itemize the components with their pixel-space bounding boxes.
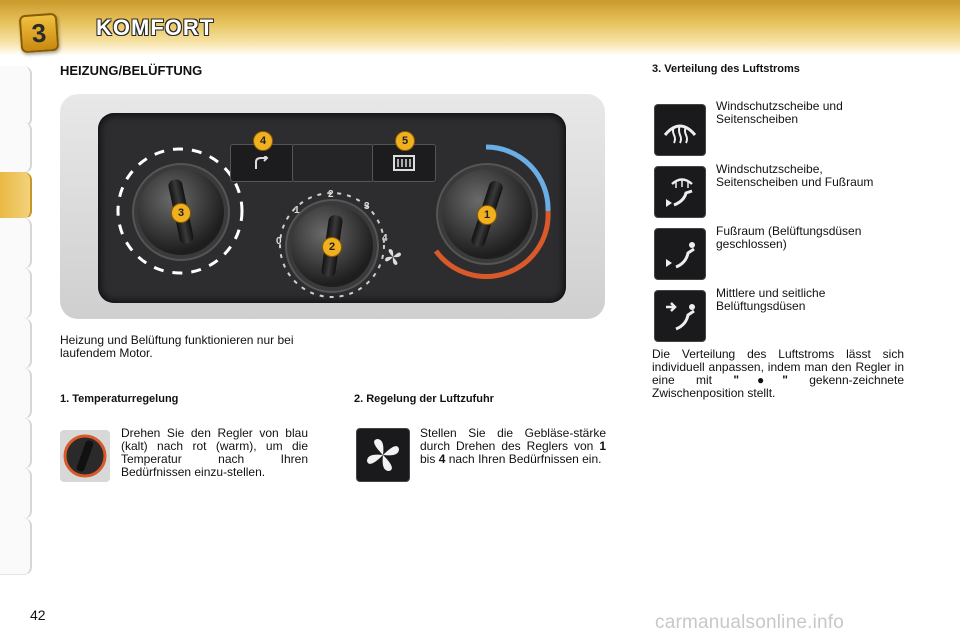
temperature-knob-icon (60, 430, 110, 482)
chapter-tab-2[interactable] (0, 122, 32, 173)
face-vents-icon (662, 299, 698, 333)
distribution-heading: 3. Verteilung des Luftstroms (652, 63, 800, 75)
fan-level-to: 4 (438, 452, 446, 466)
chapter-tab-4[interactable] (0, 218, 32, 269)
chapter-title: KOMFORT (96, 15, 215, 40)
distribution-item-2-text: Windschutzscheibe, Seitenscheiben und Fußraum (716, 162, 874, 189)
air-supply-text-mid: bis (420, 452, 439, 466)
windshield-defrost-icon (662, 115, 698, 145)
marker-2: 2 (322, 237, 342, 257)
temperature-knob[interactable] (442, 169, 532, 259)
marker-1: 1 (477, 205, 497, 225)
temperature-heading: 1. Temperaturregelung (60, 393, 179, 405)
distribution-note-pre: Die Verteilung des Luftstroms lässt sich individuell anpassen, indem man den Regler in eine mit (652, 347, 904, 387)
distribution-knob[interactable] (138, 169, 224, 255)
chapter-tab-9[interactable] (0, 468, 32, 519)
fan-icon (365, 437, 401, 473)
temperature-text: Drehen Sie den Regler von blau (kalt) nach rot (warm), um die Temperatur nach Ihren Bedürfnissen einzu-stellen. (121, 426, 308, 479)
control-panel-face (98, 113, 566, 303)
fan-scale-1: 1 (294, 205, 300, 216)
fan-level-from: 1 (599, 439, 606, 453)
chapter-tab-5[interactable] (0, 268, 32, 319)
intermediate-position-symbol: "●" (733, 373, 788, 387)
intro-text: Heizung und Belüftung funktionieren nur bei laufendem Motor. (60, 333, 294, 360)
fan-icon (384, 248, 402, 266)
rear-defrost-icon (393, 155, 415, 171)
center-display (292, 144, 374, 182)
distribution-item-1-text: Windschutzscheibe und Seitenscheiben (716, 99, 843, 126)
distribution-note (652, 348, 904, 400)
chapter-number-badge: 3 (19, 13, 60, 54)
marker-3: 3 (171, 203, 191, 223)
chapter-tab-1[interactable] (0, 66, 32, 127)
face-vents-icon-box (654, 290, 706, 342)
chapter-tabs (0, 66, 34, 576)
fan-scale-0: 0 (276, 236, 282, 247)
page-number: 42 (30, 607, 46, 623)
chapter-tab-7[interactable] (0, 368, 32, 419)
distribution-item-3-text: Fußraum (Belüftungsdüsen geschlossen) (716, 224, 862, 251)
section-title: HEIZUNG/BELÜFTUNG (60, 63, 203, 78)
windshield-feet-icon (662, 175, 698, 209)
marker-4: 4 (253, 131, 273, 151)
marker-5: 5 (395, 131, 415, 151)
fan-scale-3: 3 (364, 201, 370, 212)
temperature-knob-thumbnail (60, 430, 110, 482)
air-supply-text-post: nach Ihren Bedürfnissen ein. (445, 452, 602, 466)
windshield-defrost-icon-box (654, 104, 706, 156)
chapter-tab-8[interactable] (0, 418, 32, 469)
fan-scale-4: 4 (382, 233, 388, 244)
chapter-tab-10[interactable] (0, 518, 32, 575)
chapter-tab-3[interactable] (0, 172, 32, 219)
fan-scale-2: 2 (328, 189, 334, 200)
chapter-tab-6[interactable] (0, 318, 32, 369)
footwell-icon-box (654, 228, 706, 280)
air-supply-heading: 2. Regelung der Luftzufuhr (354, 393, 494, 405)
windshield-feet-icon-box (654, 166, 706, 218)
distribution-item-4-text: Mittlere und seitliche Belüftungsdüsen (716, 286, 826, 313)
footwell-icon (662, 237, 698, 271)
air-supply-text-pre: Stellen Sie die Gebläse-stärke durch Drehen des Reglers von (420, 426, 606, 453)
fan-speed-knob[interactable] (291, 205, 373, 287)
watermark: carmanualsonline.info (655, 612, 845, 633)
fan-icon-box (356, 428, 410, 482)
air-supply-text (420, 427, 606, 466)
recirculation-icon (253, 156, 271, 172)
distribution-note-post: gekenn-zeichnete Zwischenposition stellt. (652, 373, 904, 400)
recirculation-button[interactable] (230, 135, 294, 182)
